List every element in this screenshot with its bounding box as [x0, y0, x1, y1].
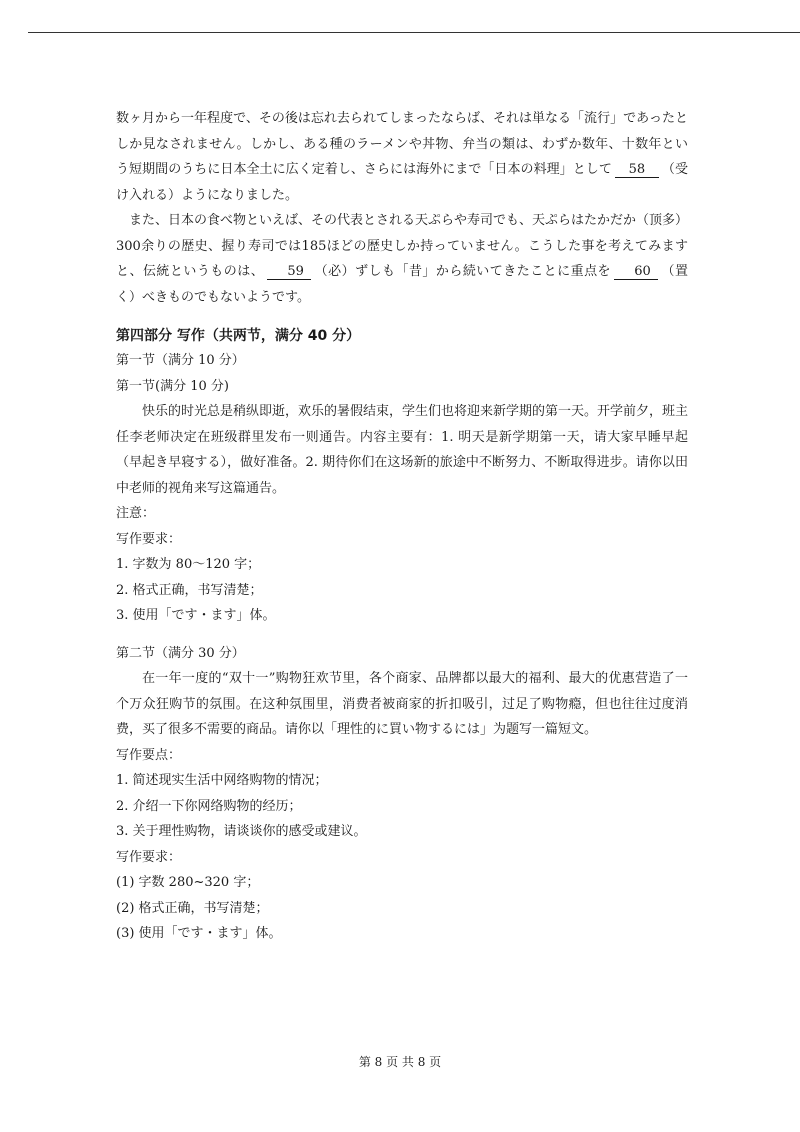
section-2-points-title: 写作要点：: [116, 747, 182, 763]
reading-text: （置く）べきものでもないようです。: [116, 264, 688, 305]
section-title-writing: 第四部分 写作（共两节，满分 40 分）: [116, 328, 361, 344]
section-2-point: 2. 介绍一下你网络购物的经历；: [116, 798, 302, 814]
section-1-requirements-title: 写作要求：: [116, 531, 182, 547]
page-number-footer: 第 8 页 共 8 页: [358, 1055, 442, 1069]
blank-60: 60: [614, 264, 658, 280]
reading-paragraph-2: [116, 208, 688, 310]
section-spacer: [116, 629, 688, 641]
reading-text: （必）ずしも「昔」から続いてきたことに重点を: [314, 264, 612, 279]
section-1-heading-duplicate: 第一节(满分 10 分): [116, 378, 229, 394]
section-1-note: 注意：: [116, 506, 156, 521]
blank-58: 58: [615, 162, 659, 178]
section-2-requirement: (3) 使用「です・ます」体。: [116, 926, 282, 941]
exam-page-content: [116, 106, 688, 947]
reading-text: 数ヶ月から一年程度で、その後は忘れ去られてしまったならば、それは単なる「流行」であったとしか見なされません。しかし、ある種のラーメンや丼物、弁当の類は、わずか数年、十数年という短期間のうちに日本全土に広く定着し、さらには海外にまで「日本の料理」として: [116, 111, 688, 177]
section-2-heading: 第二节（满分 30 分）: [116, 645, 245, 661]
reading-paragraph-1: [116, 106, 688, 208]
section-1-heading: 第一节（满分 10 分）: [116, 353, 245, 368]
section-2-requirement: (1) 字数 280~320 字；: [116, 875, 260, 890]
section-2-requirement: (2) 格式正确，书写清楚；: [116, 900, 269, 916]
section-1-requirement: 2. 格式正确，书写清楚；: [116, 582, 263, 598]
section-1-requirement: 1. 字数为 80～120 字；: [116, 557, 261, 572]
section-2-requirements-title: 写作要求：: [116, 849, 182, 865]
top-border-line: [28, 32, 800, 33]
section-2-prompt: 在一年一度的“双十一”购物狂欢节里，各个商家、品牌都以最大的福利、最大的优惠营造了一个万众狂购节的氛围。在这种氛围里，消费者被商家的折扣吸引，过足了购物瘾，但也往往过度消费，买了很多不需要的商品。请你以「理性的に買い物するには」为题写一篇短文。: [116, 671, 688, 737]
section-2-point: 3. 关于理性购物，请谈谈你的感受或建议。: [116, 824, 367, 839]
section-2-point: 1. 简述现实生活中网络购物的情况；: [116, 773, 328, 788]
blank-59: 59: [267, 264, 311, 280]
section-1-prompt: 快乐的时光总是稍纵即逝，欢乐的暑假结束，学生们也将迎来新学期的第一天。开学前夕，班主任李老师决定在班级群里发布一则通告。内容主要有：1. 明天是新学期第一天，请大家早睡早起（早起き早寝する），做好准备。2. 期待你们在这场新的旅途中不断努力、不断取得进步。请你以田中老师的视角来写这篇通告。: [116, 404, 689, 496]
reading-text: （受け入れる）ようになりました。: [116, 162, 688, 203]
reading-text: また、日本の食べ物といえば、その代表とされる天ぷらや寿司でも、天ぷらはたかだか（顶多）300余りの歴史、握り寿司では185ほどの歴史しか持っていません。こうした事を考えてみますと、伝統というものは、: [116, 213, 689, 279]
section-1-requirement: 3. 使用「です・ます」体。: [116, 608, 276, 623]
